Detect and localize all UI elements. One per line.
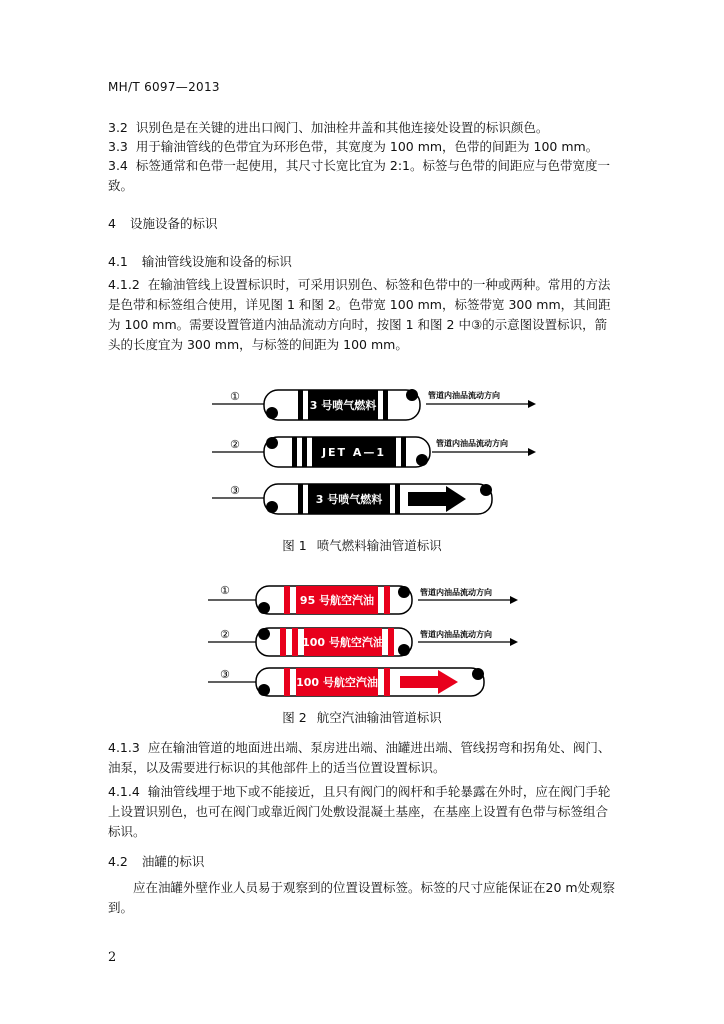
marker-2: ② [230, 438, 240, 451]
clause-number: 4.1.2 [108, 277, 140, 292]
marker-1: ① [230, 390, 240, 403]
color-band [280, 628, 286, 656]
color-band [284, 586, 290, 614]
color-band [292, 437, 297, 467]
marker-2: ② [220, 628, 230, 641]
caption-text: 喷气燃料输油管道标识 [316, 538, 442, 553]
section-title: 油罐的标识 [141, 854, 205, 869]
color-band [384, 586, 390, 614]
clause-number: 4.1.3 [108, 740, 140, 755]
pipe-row-2 [208, 628, 518, 656]
caption-number: 图 2 [282, 710, 307, 725]
color-band [395, 484, 400, 514]
pipe-label: 100 号航空汽油 [296, 676, 378, 689]
section-number: 4.2 [108, 854, 128, 869]
pipe-row-2 [212, 437, 536, 467]
section-4-heading [108, 214, 217, 232]
section-title: 输油管线设施和设备的标识 [141, 254, 292, 269]
page-number: 2 [108, 950, 117, 965]
color-band [298, 390, 303, 420]
clause-3-3 [108, 137, 616, 157]
clause-3-4 [108, 156, 616, 196]
clause-number: 3.2 [108, 120, 128, 135]
pipe-row-1 [208, 584, 518, 614]
color-band [384, 668, 390, 696]
clause-number: 3.3 [108, 139, 128, 154]
figure-1-diagram [200, 380, 540, 520]
flow-direction-label: 管道内油品流动方向 [428, 391, 500, 400]
pipe-label: JET A—1 [321, 446, 387, 459]
pipe-row-1 [212, 389, 536, 420]
section-4-2-heading [108, 852, 204, 870]
section-number: 4 [108, 216, 116, 231]
pipe-label: 3 号喷气燃料 [309, 399, 377, 412]
color-band [401, 437, 406, 467]
section-number: 4.1 [108, 254, 128, 269]
marker-3: ③ [230, 484, 240, 497]
clause-text: 在输油管线上设置标识时，可采用识别色、标签和色带中的一种或两种。常用的方法是色带和标签组合使用，详见图 1 和图 2。色带宽 100 mm，标签带宽 300 mm，其间距为 100 mm。需要设置管道内油品流动方向时，按图 1 和图 2 中③的示意图设置标识，箭头的长度宜为 300 mm，与标签的间距为 100 mm。 [108, 277, 611, 352]
color-band [383, 390, 388, 420]
document-code: MH/T 6097—2013 [108, 80, 220, 94]
clause-text: 识别色是在关键的进出口阀门、加油栓井盖和其他连接处设置的标识颜色。 [135, 120, 549, 135]
section-title: 设施设备的标识 [129, 216, 218, 231]
figure-2-caption [0, 708, 724, 726]
clause-4-2-body: 应在油罐外壁作业人员易于观察到的位置设置标签。标签的尺寸应能保证在20 m处观察到。 [108, 880, 616, 915]
figure-2-diagram [200, 578, 540, 700]
pipe-row-3 [208, 668, 484, 696]
color-band [284, 668, 290, 696]
color-band [388, 628, 394, 656]
clause-text: 用于输油管线的色带宜为环形色带，其宽度为 100 mm，色带的间距为 100 mm。 [135, 139, 599, 154]
clause-text: 标签通常和色带一起使用，其尺寸长宽比宜为 2:1。标签与色带的间距应与色带宽度一致。 [108, 158, 610, 193]
flow-direction-label: 管道内油品流动方向 [420, 588, 492, 597]
pipe-label: 3 号喷气燃料 [315, 493, 383, 506]
flow-direction-label: 管道内油品流动方向 [436, 439, 508, 448]
color-band [298, 484, 303, 514]
marker-3: ③ [220, 668, 230, 681]
clause-4-1-2 [108, 275, 616, 355]
clause-text: 输油管线埋于地下或不能接近，且只有阀门的阀杆和手轮暴露在外时，应在阀门手轮上设置识别色，也可在阀门或靠近阀门处敷设混凝土基座，在基座上设置有色带与标签组合标识。 [108, 784, 611, 839]
clause-number: 4.1.4 [108, 784, 140, 799]
pipe-row-3 [212, 484, 492, 514]
figure-1-caption [0, 536, 724, 554]
pipe-label: 100 号航空汽油 [302, 636, 384, 649]
color-band [292, 628, 298, 656]
caption-number: 图 1 [282, 538, 307, 553]
clause-text: 应在输油管道的地面进出端、泵房进出端、油罐进出端、管线拐弯和拐角处、阀门、油泵，以及需要进行标识的其他部件上的适当位置设置标识。 [108, 740, 611, 775]
flow-direction-label: 管道内油品流动方向 [420, 630, 492, 639]
caption-text: 航空汽油输油管道标识 [316, 710, 442, 725]
clause-4-1-4 [108, 782, 616, 842]
clause-4-1-3 [108, 738, 616, 778]
marker-1: ① [220, 584, 230, 597]
pipe-label: 95 号航空汽油 [299, 594, 375, 607]
clause-3-2 [108, 118, 616, 138]
color-band [302, 437, 307, 467]
section-4-1-heading [108, 252, 292, 270]
clause-number: 3.4 [108, 158, 128, 173]
